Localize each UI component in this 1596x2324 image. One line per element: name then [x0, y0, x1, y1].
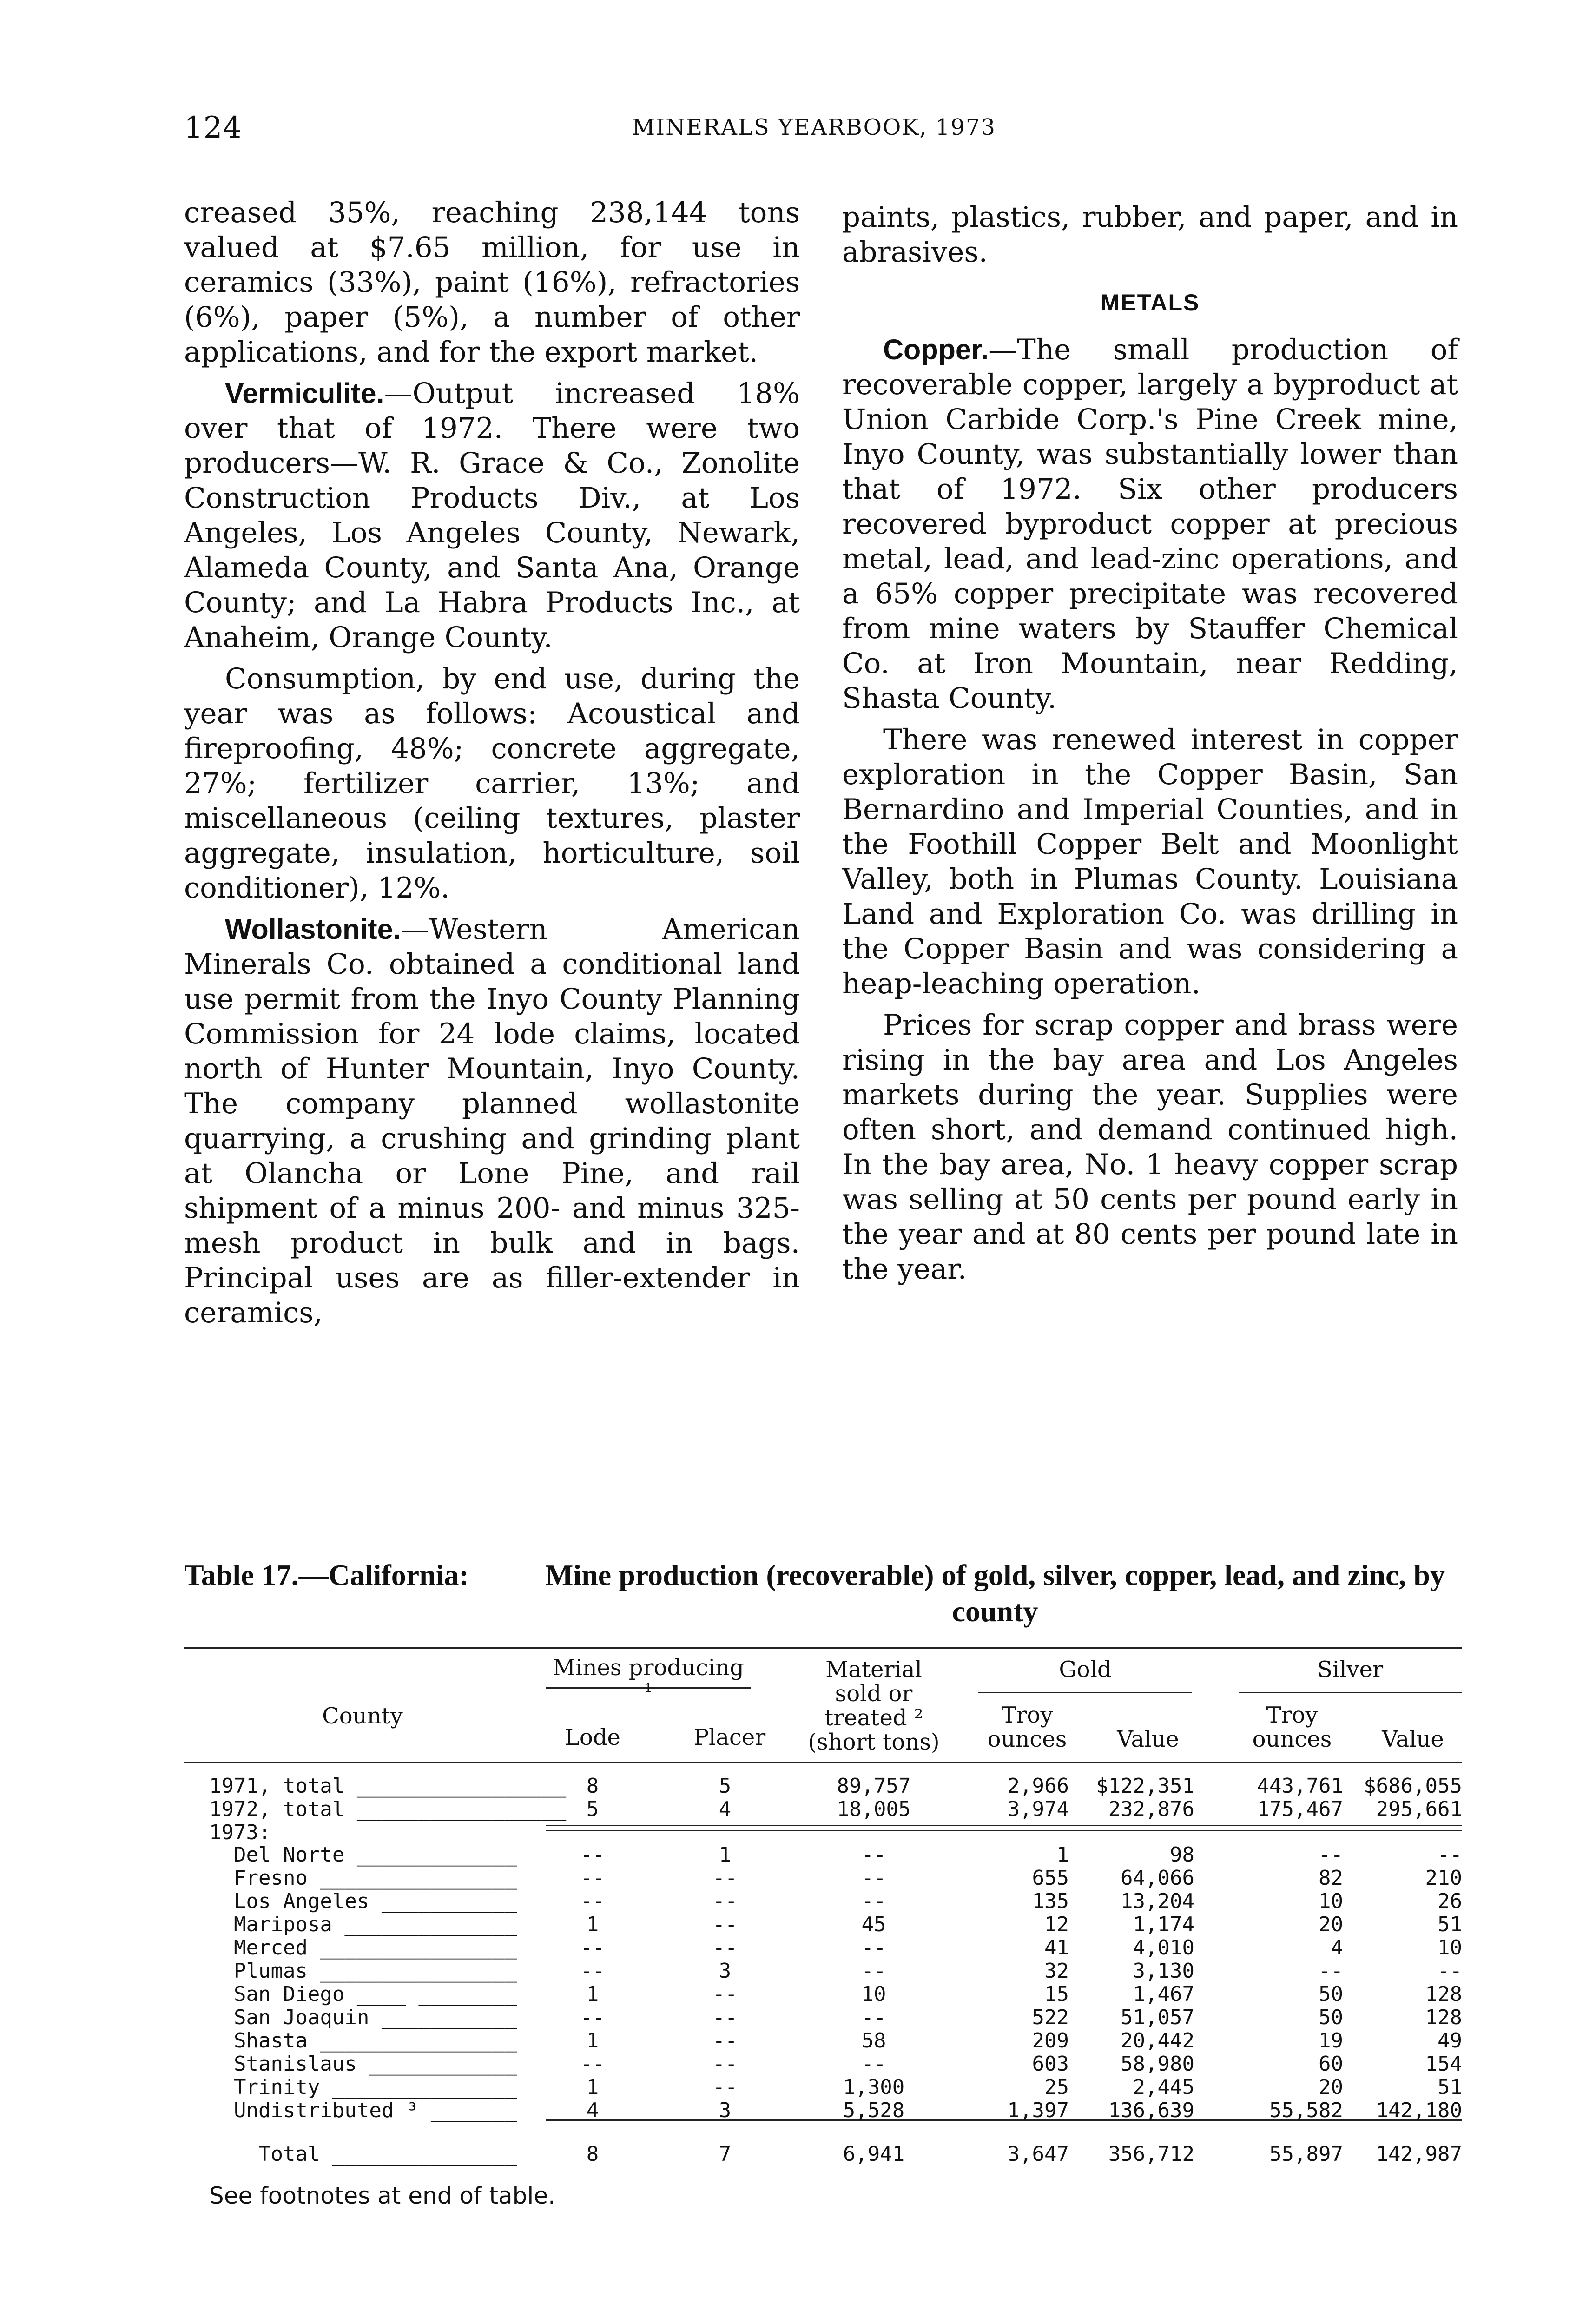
table-row-silver-oz: 19	[1319, 2029, 1343, 2053]
table-row-silver-value: 295,661	[1376, 1797, 1462, 1821]
table-row-lode: --	[580, 1959, 605, 1983]
table-row-gold-value: 3,130	[1133, 1959, 1194, 1983]
total-row-gold-value: 356,712	[1108, 2142, 1194, 2166]
table-row-material: 5,528	[843, 2099, 905, 2122]
table-row-material: --	[861, 1936, 886, 1960]
total-row-gold-oz: 3,647	[1007, 2142, 1069, 2166]
table-row-lode: 4	[586, 2099, 599, 2122]
table-row-gold-oz: 15	[1044, 1982, 1069, 2006]
table-row-silver-oz: 20	[1319, 2075, 1343, 2099]
table-row-silver-oz: 4	[1331, 1936, 1343, 1960]
table-row-gold-value: 4,010	[1133, 1936, 1194, 1960]
header-gold-troy-ounces: Troy ounces	[987, 1702, 1067, 1752]
table-row-silver-value: 49	[1438, 2029, 1462, 2053]
header-silver-troy-ounces: Troy ounces	[1252, 1702, 1332, 1752]
table-row-gold-value: 20,442	[1121, 2029, 1194, 2053]
table-row-material: --	[861, 1866, 886, 1890]
table-row-gold-value: $122,351	[1096, 1774, 1194, 1798]
running-title: MINERALS YEARBOOK, 1973	[632, 114, 996, 140]
table-row-silver-oz: 82	[1319, 1866, 1343, 1890]
table-row-material: 89,757	[837, 1774, 911, 1798]
table-row-placer: --	[712, 1913, 738, 1936]
table-row-silver-value: --	[1438, 1843, 1462, 1867]
table-row-lode: 1	[586, 2029, 599, 2053]
table-footnote: See footnotes at end of table.	[209, 2182, 555, 2209]
table-row-county: San Diego ____ ________	[209, 1982, 517, 2006]
total-row-silver-oz: 55,897	[1269, 2142, 1343, 2166]
table-top-rule	[184, 1647, 1462, 1649]
total-row-silver-value: 142,987	[1376, 2142, 1462, 2166]
right-text-column	[842, 200, 1458, 1293]
header-material: Material sold or treated ² (short tons)	[808, 1657, 940, 1755]
table-row-gold-oz: 1	[1056, 1843, 1069, 1867]
header-placer: Placer	[693, 1724, 766, 1750]
section-heading: METALS	[1100, 290, 1200, 316]
table-row-lode: 1	[586, 2075, 599, 2099]
table-row-silver-oz: 60	[1319, 2052, 1343, 2076]
table-row-gold-oz: 2,966	[1007, 1774, 1069, 1798]
table-row-silver-value: 10	[1438, 1936, 1462, 1960]
table-row-placer: --	[712, 2075, 738, 2099]
table-row-gold-oz: 655	[1032, 1866, 1069, 1890]
table-row-material: --	[861, 1889, 886, 1913]
table-row-silver-oz: 175,467	[1257, 1797, 1343, 1821]
table-row-material: 18,005	[837, 1797, 911, 1821]
paragraph: Consumption, by end use, during the year was as follows: Acoustical and fireproofing, 48%; concrete aggregate, 27%; fertilizer carrier, 13%; and miscellaneous (ceiling textures, plaster aggregate, insulation, horticulture, soil conditioner), 12%.	[184, 662, 800, 905]
table-row-silver-oz: --	[1319, 1843, 1343, 1867]
subtotal-rule	[546, 1830, 1462, 1831]
table-row-material: --	[861, 2006, 886, 2029]
table-row-placer: 3	[719, 1959, 732, 1983]
table-row-lode: --	[580, 2052, 605, 2076]
table-row-gold-oz: 41	[1044, 1936, 1069, 1960]
table-row-gold-value: 1,174	[1133, 1913, 1194, 1936]
table-row-gold-value: 232,876	[1108, 1797, 1194, 1821]
table-row-placer: --	[712, 2052, 738, 2076]
table-row-placer: --	[712, 1936, 738, 1960]
table-row-gold-oz: 209	[1032, 2029, 1069, 2053]
table-row-placer: --	[712, 1866, 738, 1890]
table-row-placer: 5	[719, 1774, 732, 1798]
left-text-column	[184, 195, 800, 1337]
table-row-lode: --	[580, 1843, 605, 1867]
page-number: 124	[184, 111, 243, 145]
table-row-gold-oz: 3,974	[1007, 1797, 1069, 1821]
table-row-placer: 1	[719, 1843, 732, 1867]
table-row-silver-value: 210	[1425, 1866, 1462, 1890]
total-row-lode: 8	[586, 2142, 599, 2166]
total-row-county: Total _______________	[209, 2142, 517, 2166]
table-row-gold-value: 13,204	[1121, 1889, 1194, 1913]
table-row-county: 1971, total _________________	[209, 1774, 567, 1798]
table-row-silver-value: --	[1438, 1959, 1462, 1983]
table-row-county: Mariposa ______________	[209, 1913, 517, 1936]
table-row-county: Trinity _______________	[209, 2075, 517, 2099]
table-row-material: --	[861, 1843, 886, 1867]
table-row-gold-oz: 1,397	[1007, 2099, 1069, 2122]
header-rule	[1239, 1692, 1462, 1693]
table-row-silver-value: 51	[1438, 2075, 1462, 2099]
table-row-silver-oz: 50	[1319, 1982, 1343, 2006]
table-row-gold-value: 51,057	[1121, 2006, 1194, 2029]
table-row-county: Shasta ________________	[209, 2029, 517, 2053]
table-row-placer: --	[712, 2006, 738, 2029]
header-gold: Gold	[1059, 1657, 1112, 1683]
table-row-silver-oz: 10	[1319, 1889, 1343, 1913]
table-row-county: Fresno ________________	[209, 1866, 517, 1890]
table-row-silver-oz: --	[1319, 1959, 1343, 1983]
table-row-silver-oz: 55,582	[1269, 2099, 1343, 2122]
table-row-material: 1,300	[843, 2075, 905, 2099]
total-row-placer: 7	[719, 2142, 732, 2166]
table-row-gold-value: 1,467	[1133, 1982, 1194, 2006]
table-row-placer: --	[712, 1889, 738, 1913]
table-row-silver-oz: 443,761	[1257, 1774, 1343, 1798]
table-row-county: 1972, total _________________	[209, 1797, 567, 1821]
table-row-material: 45	[861, 1913, 886, 1936]
header-silver: Silver	[1317, 1657, 1384, 1683]
total-row-material: 6,941	[843, 2142, 905, 2166]
table-row-lode: 1	[586, 1913, 599, 1936]
table-title: Mine production (recoverable) of gold, silver, copper, lead, and zinc, by county	[545, 1558, 1445, 1628]
table-row-material: --	[861, 1959, 886, 1983]
paragraph-wollastonite: Wollastonite.—Western American Minerals Co. obtained a conditional land use permit from the Inyo County Planning Commission for 24 lode claims, located north of Hunter Mountain, Inyo County. The company planned wollastonite quarrying, a crushing and grinding plant at Olancha or Lone Pine, and rail shipment of a minus 200- and minus 325-mesh product in bulk and in bags. Principal uses are as filler-extender in ceramics,	[184, 913, 800, 1329]
table-row-silver-value: 142,180	[1376, 2099, 1462, 2122]
table-caption	[184, 1557, 1462, 1630]
table-row-county: Los Angeles ___________	[209, 1889, 517, 1913]
table-row-silver-value: 26	[1438, 1889, 1462, 1913]
header-county: County	[322, 1703, 403, 1729]
table-row-lode: --	[580, 1866, 605, 1890]
table-row-gold-value: 98	[1170, 1843, 1194, 1867]
table-row-placer: 3	[719, 2099, 732, 2122]
table-row-county: Merced ________________	[209, 1936, 517, 1960]
table-row-silver-value: 128	[1425, 2006, 1462, 2029]
table-row-county: Plumas ________________	[209, 1959, 517, 1983]
table-row-gold-value: 2,445	[1133, 2075, 1194, 2099]
paragraph: There was renewed interest in copper exploration in the Copper Basin, San Bernardino and Imperial Counties, and in the Foothill Copper Belt and Moonlight Valley, both in Plumas County. Louisiana Land and Exploration Co. was drilling in the Copper Basin and was considering a heap-leaching operation.	[842, 723, 1458, 1000]
paragraph: Prices for scrap copper and brass were rising in the bay area and Los Angeles markets during the year. Supplies were often short, and demand continued high. In the bay area, No. 1 heavy copper scrap was selling at 50 cents per pound early in the year and at 80 cents per pound late in the year.	[842, 1009, 1458, 1286]
table-row-silver-value: 128	[1425, 1982, 1462, 2006]
paragraph: creased 35%, reaching 238,144 tons valued at $7.65 million, for use in ceramics (33%), paint (16%), refractories (6%), paper (5%), a number of other applications, and for the export market.	[184, 196, 800, 369]
table-row-gold-oz: 603	[1032, 2052, 1069, 2076]
table-row-county: Undistributed ³ _______	[209, 2099, 517, 2122]
subtotal-rule	[546, 1825, 1462, 1826]
header-mines-producing: Mines producing ¹	[553, 1655, 744, 1705]
table-label: Table 17.—California:	[184, 1558, 469, 1591]
table-row-county: 1973:	[209, 1821, 271, 1844]
table-row-placer: --	[712, 1982, 738, 2006]
table-row-material: --	[861, 2052, 886, 2076]
table-row-gold-value: 58,980	[1121, 2052, 1194, 2076]
table-row-silver-oz: 50	[1319, 2006, 1343, 2029]
table-row-county: Stanislaus ____________	[209, 2052, 517, 2076]
table-row-gold-oz: 32	[1044, 1959, 1069, 1983]
header-lode: Lode	[565, 1724, 620, 1750]
table-row-gold-oz: 12	[1044, 1913, 1069, 1936]
table-row-silver-oz: 20	[1319, 1913, 1343, 1936]
table-row-lode: --	[580, 2006, 605, 2029]
table-row-silver-value: $686,055	[1364, 1774, 1462, 1798]
table-row-placer: 4	[719, 1797, 732, 1821]
paragraph-copper: Copper.—The small production of recoverable copper, largely a byproduct at Union Carbide Corp.'s Pine Creek mine, Inyo County, was substantially lower than that of 1972. Six other producers recovered byproduct copper at precious metal, lead, and lead-zinc operations, and a 65% copper precipitate was recovered from mine waters by Stauffer Chemical Co. at Iron Mountain, near Redding, Shasta County.	[842, 333, 1458, 715]
table-row-gold-oz: 135	[1032, 1889, 1069, 1913]
table-row-county: San Joaquin ___________	[209, 2006, 517, 2029]
table-row-silver-value: 51	[1438, 1913, 1462, 1936]
header-bottom-rule	[184, 1762, 1462, 1763]
table-row-gold-value: 64,066	[1121, 1866, 1194, 1890]
table-row-silver-value: 154	[1425, 2052, 1462, 2076]
table-row-gold-oz: 522	[1032, 2006, 1069, 2029]
paragraph-vermiculite: Vermiculite.—Output increased 18% over that of 1972. There were two producers—W. R. Grace & Co., Zonolite Construction Products Div., at Los Angeles, Los Angeles County, Newark, Alameda County, and Santa Ana, Orange County; and La Habra Products Inc., at Anaheim, Orange County.	[184, 377, 800, 654]
header-gold-value: Value	[1117, 1726, 1179, 1752]
table-row-lode: --	[580, 1889, 605, 1913]
header-silver-value: Value	[1382, 1726, 1444, 1752]
table-row-gold-value: 136,639	[1108, 2099, 1194, 2122]
table-row-lode: --	[580, 1936, 605, 1960]
table-row-county: Del Norte _____________	[209, 1843, 517, 1867]
header-rule	[978, 1692, 1192, 1693]
table-row-lode: 5	[586, 1797, 599, 1821]
table-row-material: 58	[861, 2029, 886, 2053]
paragraph: paints, plastics, rubber, and paper, and in abrasives.	[842, 201, 1458, 269]
table-row-material: 10	[861, 1982, 886, 2006]
table-row-lode: 1	[586, 1982, 599, 2006]
table-row-lode: 8	[586, 1774, 599, 1798]
table-row-gold-oz: 25	[1044, 2075, 1069, 2099]
table-row-placer: --	[712, 2029, 738, 2053]
